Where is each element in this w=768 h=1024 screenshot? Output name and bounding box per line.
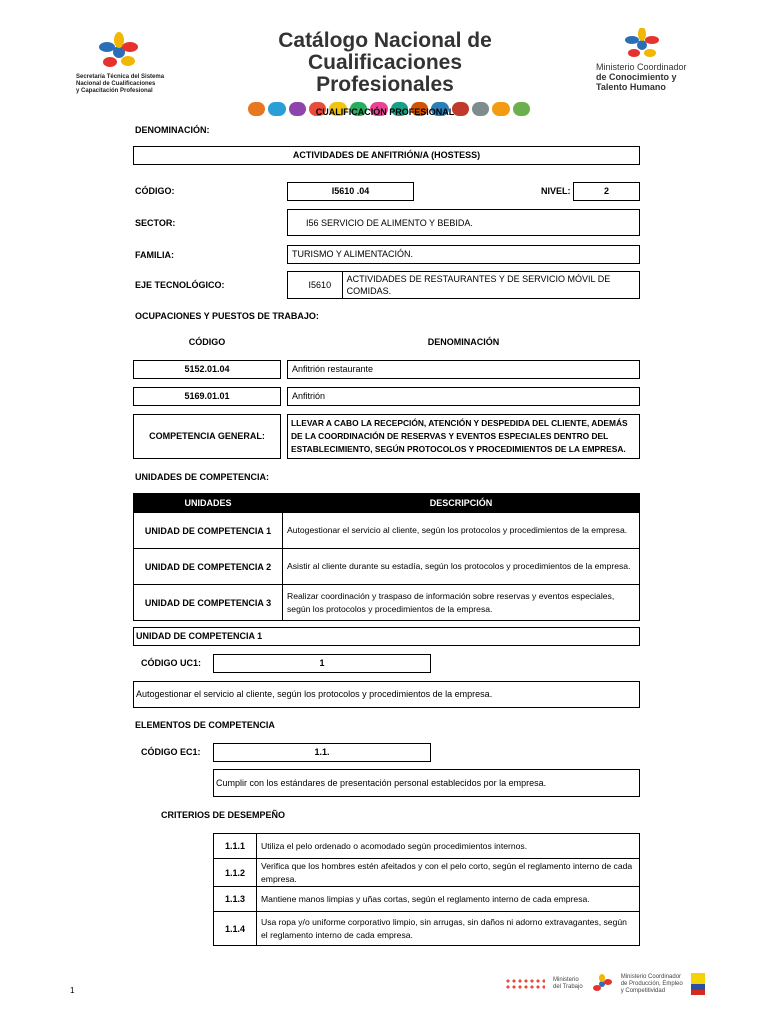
eje-code: I5610 xyxy=(288,272,343,298)
criterio-text: Utiliza el pelo ordenado o acomodado según procedimientos internos. xyxy=(257,834,640,859)
familia-label: FAMILIA: xyxy=(135,250,174,260)
unidad-name: UNIDAD DE COMPETENCIA 2 xyxy=(134,549,283,585)
sector-value: I56 SERVICIO DE ALIMENTO Y BEBIDA. xyxy=(306,218,473,228)
unidades-table xyxy=(133,493,640,621)
denominacion-field: ACTIVIDADES DE ANFITRIÓN/A (HOSTESS) xyxy=(133,146,640,165)
ec1-desc-field: Cumplir con los estándares de presentación personal establecidos por la empresa. xyxy=(213,769,640,797)
flag-icon xyxy=(691,973,705,995)
unidades-header: UNIDADES xyxy=(134,494,283,513)
criterio-text: Verifica que los hombres estén afeitados y con el pelo corto, según el reglamento interno de cada empresa. xyxy=(257,859,640,887)
criterio-code: 1.1.4 xyxy=(214,912,257,946)
criterio-text: Usa ropa y/o uniforme corporativo limpio, sin arrugas, sin daños ni adorno extravagantes, según el reglamento interno de cada empresa. xyxy=(257,912,640,946)
col-codigo-header: CÓDIGO xyxy=(188,337,226,347)
descripcion-header: DESCRIPCIÓN xyxy=(283,494,640,513)
unidad-name: UNIDAD DE COMPETENCIA 1 xyxy=(134,513,283,549)
catalog-title xyxy=(240,30,530,116)
criterio-text: Mantiene manos limpias y uñas cortas, según el reglamento interno de cada empresa. xyxy=(257,887,640,912)
eje-field xyxy=(287,271,640,299)
footer-org1-line: Ministerio xyxy=(553,977,579,983)
footer-org2-line: de Producción, Empleo xyxy=(620,980,683,987)
codigo-ec1-field: 1.1. xyxy=(213,743,431,762)
footer-org1-line: del Trabajo xyxy=(553,984,583,990)
title-line-1: Catálogo Nacional de xyxy=(278,29,492,52)
sector-label: SECTOR: xyxy=(135,218,176,228)
criterios-table xyxy=(213,833,640,946)
competencia-label: COMPETENCIA GENERAL: xyxy=(133,414,281,459)
title-line-2: Cualificaciones Profesionales xyxy=(307,51,463,96)
sector-field xyxy=(287,209,640,236)
flower-logo-icon xyxy=(96,32,142,72)
unidad-desc: Realizar coordinación y traspaso de información sobre reservas y eventos especiales, según los protocolos y procedimientos de la empresa. xyxy=(283,585,640,621)
right-org-line: de Conocimiento y xyxy=(596,72,677,82)
unidades-label: UNIDADES DE COMPETENCIA: xyxy=(135,472,270,482)
left-org-line: Nacional de Cualificaciones xyxy=(76,81,156,87)
ocupacion-code: 5152.01.04 xyxy=(133,360,281,379)
competencia-field: LLEVAR A CABO LA RECEPCIÓN, ATENCIÓN Y DESPEDIDA DEL CLIENTE, ADEMÁS DE LA COORDINACIÓN DE RESERVAS Y EVENTOS ESPECIALES DENTRO DEL ESTABLECIMIENTO, SEGÚN PROTOCOLOS Y PROCEDIMIENTOS DE LA EMPRESA. xyxy=(287,414,640,459)
nivel-label: NIVEL: xyxy=(541,186,571,196)
ocupacion-name: Anfitrión restaurante xyxy=(287,360,640,379)
page-number: 1 xyxy=(70,986,75,995)
uc1-title: UNIDAD DE COMPETENCIA 1 xyxy=(133,627,640,646)
codigo-ec1-label: CÓDIGO EC1: xyxy=(141,747,201,757)
eje-label: EJE TECNOLÓGICO: xyxy=(135,280,225,290)
sector-icon xyxy=(268,102,285,116)
col-denominacion-header: DENOMINACIÓN xyxy=(427,337,500,347)
unidad-desc: Asistir al cliente durante su estadía, según los protocolos y procedimientos de la empresa. xyxy=(283,549,640,585)
right-logo xyxy=(596,28,706,92)
right-org-line: Ministerio Coordinador xyxy=(596,62,687,72)
footer-org2-line: y Competitividad xyxy=(620,987,666,994)
left-org-line: Secretaría Técnica del Sistema xyxy=(76,74,165,80)
left-org-line: y Capacitación Profesional xyxy=(76,88,153,94)
codigo-uc1-label: CÓDIGO UC1: xyxy=(141,658,202,668)
criterio-code: 1.1.2 xyxy=(214,859,257,887)
uc1-desc-field: Autogestionar el servicio al cliente, según los protocolos y procedimientos de la empresa. xyxy=(133,681,640,708)
eje-value: ACTIVIDADES DE RESTAURANTES Y DE SERVICIO MÓVIL DE COMIDAS. xyxy=(346,274,611,296)
unidad-name: UNIDAD DE COMPETENCIA 3 xyxy=(134,585,283,621)
left-logo xyxy=(76,32,176,95)
sector-icon xyxy=(513,102,530,116)
footer-logos xyxy=(505,973,705,995)
familia-field: TURISMO Y ALIMENTACIÓN. xyxy=(287,245,640,264)
flower-logo-icon xyxy=(591,974,613,994)
codigo-field: I5610 .04 xyxy=(287,182,414,201)
nivel-field: 2 xyxy=(573,182,640,201)
flower-logo-icon xyxy=(622,28,662,62)
criterio-code: 1.1.3 xyxy=(214,887,257,912)
ocupacion-name: Anfitrión xyxy=(287,387,640,406)
unidad-desc: Autogestionar el servicio al cliente, según los protocolos y procedimientos de la empresa. xyxy=(283,513,640,549)
elementos-label: ELEMENTOS DE COMPETENCIA xyxy=(135,720,275,730)
denominacion-label: DENOMINACIÓN: xyxy=(135,125,210,135)
ocupacion-code: 5169.01.01 xyxy=(133,387,281,406)
footer-org2-line: Ministerio Coordinador xyxy=(620,973,682,980)
right-org-line: Talento Humano xyxy=(596,82,666,92)
criterio-code: 1.1.1 xyxy=(214,834,257,859)
codigo-label: CÓDIGO: xyxy=(135,186,175,196)
codigo-uc1-field: 1 xyxy=(213,654,431,673)
criterios-label: CRITERIOS DE DESEMPEÑO xyxy=(161,810,286,820)
ocupaciones-label: OCUPACIONES Y PUESTOS DE TRABAJO: xyxy=(135,311,319,321)
sector-icon xyxy=(248,102,265,116)
dots-logo-icon xyxy=(505,978,545,990)
doc-heading: CUALIFICACIÓN PROFESIONAL xyxy=(315,107,455,117)
sector-icon xyxy=(492,102,509,116)
